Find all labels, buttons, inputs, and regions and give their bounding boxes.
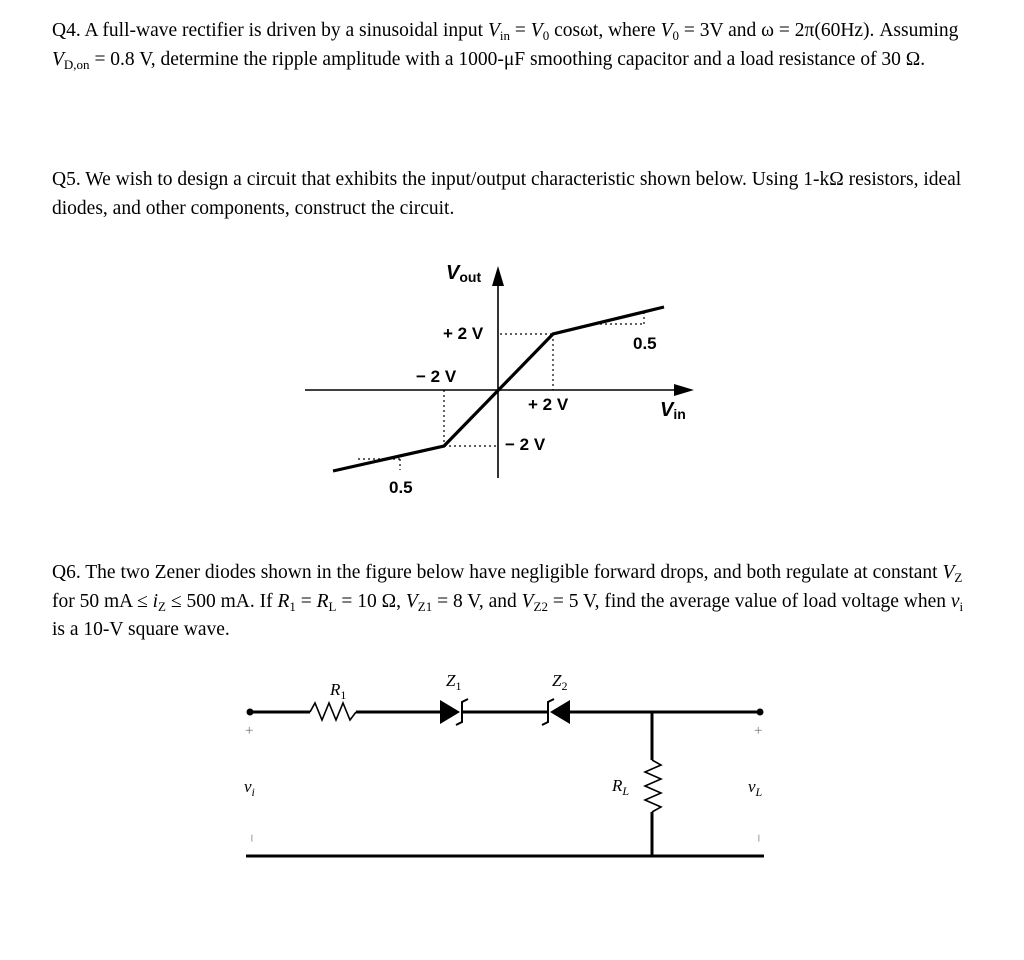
- q6-vz2-symbol: V: [521, 590, 534, 612]
- q4-text-1: A full-wave rectifier is driven by a sinusoidal input: [84, 20, 484, 41]
- question-4: [52, 17, 972, 74]
- q4-text-3: cosωt, where: [554, 20, 656, 41]
- q6-vz-subscript: Z: [954, 570, 963, 585]
- q4-vin-symbol: V: [487, 20, 500, 41]
- q6-text-3: ≤ 500 mA. If: [170, 590, 273, 612]
- label-minus-2v-y: − 2 V: [505, 435, 546, 454]
- q6-vz1-subscript: Z1: [417, 598, 433, 614]
- label-plus-2v-x: + 2 V: [528, 395, 569, 414]
- label-vi: $v_i$: [244, 777, 255, 799]
- q6-text-4: =: [300, 590, 312, 612]
- q4-v0b-subscript: 0: [672, 28, 680, 43]
- x-axis-label: Vin: [660, 399, 686, 422]
- q4-text-4: = 3V and ω = 2π(60Hz).: [683, 20, 875, 41]
- q6-vi-symbol: v: [950, 590, 960, 612]
- label-r1: $R_1$: [330, 680, 347, 702]
- q4-text-2: =: [514, 20, 526, 41]
- label-vl: $v_L$: [748, 777, 763, 799]
- q5-number: Q5.: [52, 169, 81, 190]
- q6-r1-symbol: R: [277, 590, 290, 612]
- label-slope-top: 0.5: [633, 334, 657, 353]
- q6-rl-subscript: L: [328, 598, 337, 614]
- q6-vz2-subscript: Z2: [533, 598, 548, 614]
- q4-vin-subscript: in: [499, 28, 511, 43]
- label-z2: $Z_2$: [552, 671, 568, 693]
- resistor-r1: [310, 703, 356, 720]
- q6-text-5: = 10 Ω,: [341, 590, 401, 612]
- q4-number: Q4.: [52, 20, 81, 41]
- q4-vd-symbol: V: [52, 48, 64, 70]
- q6-iz-subscript: Z: [158, 598, 166, 614]
- q6-rl-symbol: R: [316, 590, 329, 612]
- zener-z1-bar: [456, 699, 468, 725]
- q5-text: We wish to design a circuit that exhibits the input/output characteristic shown below. Using 1-kΩ resistors, ideal diodes, and other components, construct the circuit.: [52, 169, 962, 219]
- q4-v0-symbol: V: [530, 20, 543, 41]
- q6-text-6: = 8 V, and: [437, 590, 517, 612]
- input-terminal-top: [247, 709, 254, 716]
- q4-text-5: Assuming: [879, 20, 959, 41]
- q6-text-1: The two Zener diodes shown in the figure below have negligible forward drops, and both regulate at constant: [85, 562, 938, 583]
- input-minus-sign: −: [243, 834, 259, 843]
- q6-iz-symbol: i: [152, 590, 159, 612]
- q4-v0b-symbol: V: [660, 20, 673, 41]
- output-terminal-top: [757, 709, 764, 716]
- label-rl: $R_L$: [612, 776, 630, 798]
- zener-z2-bar: [542, 699, 554, 725]
- label-plus-2v-y: + 2 V: [443, 324, 484, 343]
- input-plus-sign: +: [245, 723, 254, 739]
- resistor-rl: [645, 760, 661, 812]
- output-plus-sign: +: [754, 723, 763, 739]
- label-z1: $Z_1$: [446, 671, 462, 693]
- q6-text-8: is a 10-V square wave.: [52, 619, 230, 640]
- q6-text-7: = 5 V, find the average value of load voltage when: [552, 590, 946, 612]
- y-axis-arrow: [492, 266, 504, 286]
- q6-text-2: for 50 mA ≤: [52, 590, 148, 612]
- q4-vd-subscript: D,on: [63, 56, 90, 72]
- q6-vi-subscript: i: [959, 598, 964, 614]
- zener-z1: [440, 700, 460, 724]
- q6-vz-symbol: V: [942, 562, 955, 583]
- y-axis-label: Vout: [446, 262, 482, 285]
- zener-z2: [550, 700, 570, 724]
- q6-number: Q6.: [52, 562, 81, 583]
- q6-r1-subscript: 1: [289, 598, 296, 614]
- label-slope-bottom: 0.5: [389, 478, 413, 497]
- question-5: [52, 166, 972, 223]
- question-6: [52, 559, 972, 645]
- q6-vz1-symbol: V: [405, 590, 418, 612]
- x-axis-arrow: [674, 384, 694, 396]
- q4-text-6: = 0.8 V, determine the ripple amplitude with a 1000-μF smoothing capacitor and a load resistance of 30 Ω.: [94, 48, 926, 70]
- label-minus-2v-x: − 2 V: [416, 367, 457, 386]
- q4-v0-subscript: 0: [542, 28, 550, 43]
- characteristic-curve: [333, 307, 664, 471]
- output-minus-sign: −: [750, 834, 766, 843]
